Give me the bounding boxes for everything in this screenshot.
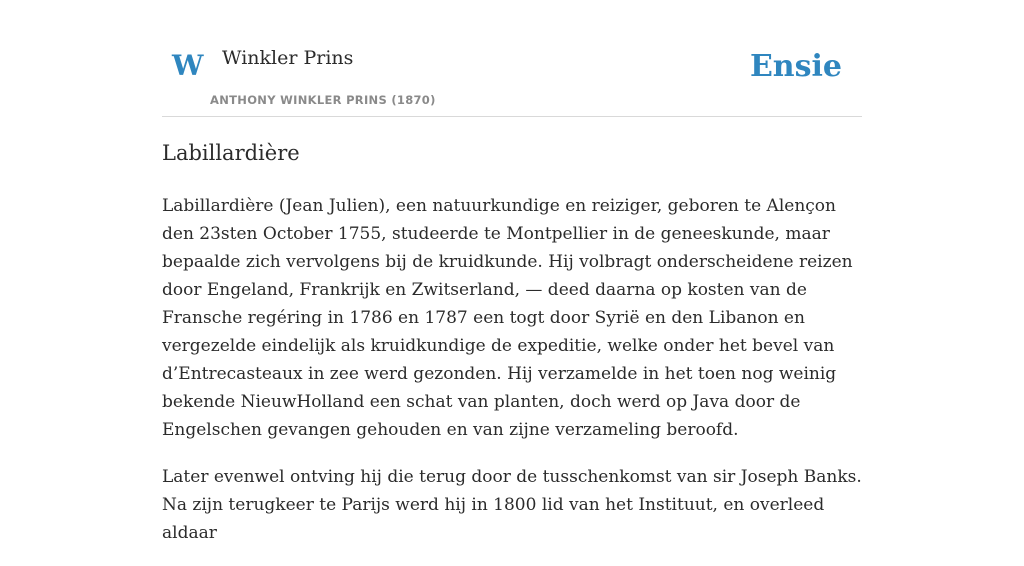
book-logo[interactable]: W: [172, 49, 204, 82]
brand-logo-link[interactable]: Ensie: [749, 49, 842, 84]
header: [162, 0, 862, 117]
article-title: Labillardière: [162, 141, 300, 165]
article-body: [162, 192, 862, 566]
page: [162, 0, 862, 543]
article-paragraph: Later evenwel ontving hij die terug door de tusschenkomst van sir Joseph Banks. Na zijn terugkeer te Parijs werd hij in 1800 lid van het Instituut, en overleed aldaar: [162, 467, 862, 543]
article-paragraph: Labillardière (Jean Julien), een natuurkundige en reiziger, geboren te Alençon den 23sten October 1755, studeerde te Montpellier in de geneeskunde, maar bepaalde zich vervolgens bij de kruidkunde. Hij volbragt onderscheidene reizen door Engeland, Frankrijk en Zwitserland, — deed daarna op kosten van de Fransche regéring in 1786 en 1787 een togt door Syrië en den Libanon en vergezelde eindelijk als kruidkundige de expeditie, welke onder het bevel van d’Entrecasteaux in zee werd gezonden. Hij verzamelde in het toen nog weinig bekende NieuwHolland een schat van planten, doch werd op Java door de Engelschen gevangen gehouden en van zijne verzameling beroofd.: [162, 196, 853, 440]
book-subtitle: ANTHONY WINKLER PRINS (1870): [210, 93, 436, 107]
book-title-link[interactable]: Winkler Prins: [222, 47, 354, 69]
